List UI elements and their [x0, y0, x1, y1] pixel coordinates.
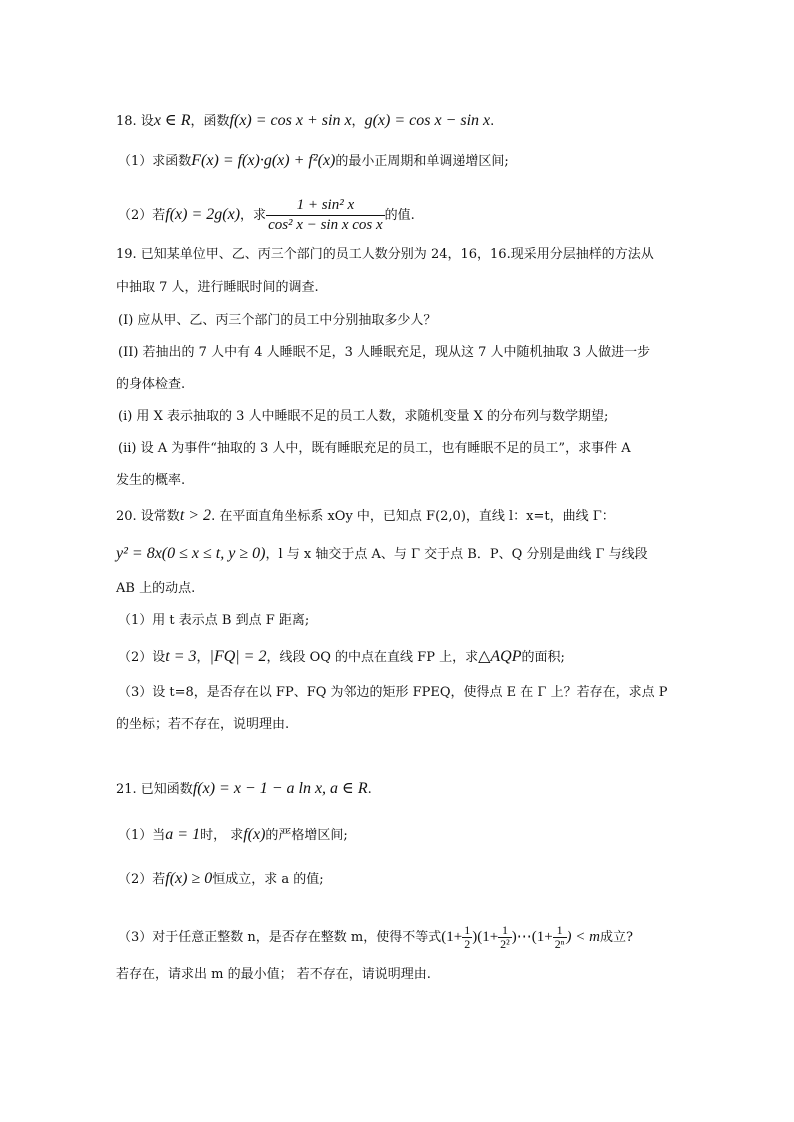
q18-p1-prefix: （1）求函数 — [118, 154, 192, 169]
q20-p2-b: ，线段 OQ 的中点在直线 FP 上，求 — [266, 650, 479, 665]
q18-fraction-numerator: 1 + sin² x — [266, 196, 385, 216]
q18-p2-condition: f(x) = 2g(x) — [165, 206, 241, 223]
q21-end: . — [367, 782, 372, 797]
q19-part1: (I) 应从甲、乙、丙三个部门的员工中分别抽取多少人？ — [118, 313, 437, 328]
q21-frac-1-num: 1 — [464, 923, 471, 937]
q21-frac-2 — [498, 924, 512, 951]
q21-ineq-dots: )⋯(1+ — [511, 928, 553, 945]
q21-frac-2-den: 2² — [500, 937, 510, 951]
q21-p2-condition: f(x) ≥ 0 — [165, 870, 213, 887]
q18-F-expression: F(x) = f(x)·g(x) + f²(x) — [191, 152, 336, 169]
q20-p2-c: 的面积; — [521, 650, 565, 665]
q21-p3-a: （3）对于任意正整数 n，是否存在整数 m，使得不等式 — [118, 929, 442, 945]
q20-line2-rest: ，l 与 x 轴交于点 A、与 Γ 交于点 B．P、Q 分别是曲线 Γ 与线段 — [265, 547, 648, 562]
q21-part1 — [118, 826, 348, 845]
q18-p1-suffix: 的最小正周期和单调递增区间; — [335, 154, 509, 169]
q18-end: . — [490, 114, 495, 129]
q21-ineq-end: ) < m — [566, 928, 600, 945]
q20-part3-line1: （3）设 t=8，是否存在以 FP、FQ 为邻边的矩形 FPEQ，使得点 E 在 Γ 上？若存在，求点 P — [118, 685, 668, 700]
q18-fraction-denominator: cos² x − sin x cos x — [268, 217, 383, 233]
q18-part2 — [118, 196, 415, 235]
q20-line3: AB 上的动点. — [116, 581, 196, 596]
q19-line1: 19. 已知某单位甲、乙、丙三个部门的员工人数分别为 24，16，16.现采用分层抽样的方法从 — [116, 247, 654, 262]
q21-frac-2-num: 1 — [498, 924, 512, 938]
q21-ineq-open: (1+ — [441, 928, 463, 945]
q21-frac-1-den: 2 — [464, 937, 471, 951]
q19-part2-line1: (II) 若抽出的 7 人中有 4 人睡眠不足，3 人睡眠充足，现从这 7 人中随机抽取 3 人做进一步 — [118, 345, 651, 360]
q19-part2-line2: 的身体检查. — [116, 377, 186, 392]
q21-inequality — [441, 923, 600, 951]
q19-subpart-i: (i) 用 X 表示抽取的 3 人中睡眠不足的员工人数，求随机变量 X 的分布列与数学期望; — [118, 409, 609, 424]
q18-domain: x ∈ R — [153, 112, 191, 129]
q21-part2 — [118, 870, 324, 889]
q20-part3-line2: 的坐标；若不存在，说明理由. — [116, 717, 290, 732]
q21-p3-b: 成立? — [599, 929, 633, 945]
q21-part3-line2: 若存在，请求出 m 的最小值； 若不存在，请说明理由. — [116, 967, 431, 982]
q20-p2-a: （2）设 — [118, 650, 166, 665]
q21-frac-1 — [462, 924, 472, 951]
q20-p2-sep: ， — [196, 650, 210, 665]
q18-p2-mid: ，求 — [240, 208, 267, 223]
q21-frac-3-den: 2ⁿ — [554, 937, 565, 951]
q21-statement — [116, 780, 372, 799]
q18-p2-suffix: 的值. — [384, 208, 415, 223]
q19-subpart-ii: (ii) 设 A 为事件“抽取的 3 人中，既有睡眠充足的员工，也有睡眠不足的员工”，求事件 A — [118, 441, 631, 456]
q20-curve: y² = 8x(0 ≤ x ≤ t, y ≥ 0) — [116, 545, 266, 562]
q21-p1-c: 的严格增区间; — [265, 828, 348, 843]
q21-frac-3-num: 1 — [553, 924, 567, 938]
q21-part3-line1 — [118, 924, 633, 951]
q18-sep1: ，函数 — [190, 114, 230, 129]
q21-p1-a: （1）当 — [118, 828, 166, 843]
q20-line1 — [116, 507, 615, 526]
q18-head: 18. 设 — [116, 114, 154, 129]
q20-part2 — [118, 648, 565, 667]
q21-f-definition: f(x) = x − 1 − a ln x, a ∈ R — [192, 780, 368, 797]
q19-line2: 中抽取 7 人，进行睡眠时间的调查. — [116, 280, 319, 295]
q19-subpart-ii-cont: 发生的概率. — [116, 473, 186, 488]
q21-head: 21. 已知函数 — [116, 782, 193, 797]
q21-frac-3 — [553, 924, 567, 951]
q20-line2 — [116, 545, 648, 564]
q18-sep2: ， — [351, 114, 365, 129]
q18-p2-prefix: （2）若 — [118, 208, 166, 223]
q21-p1-condition: a = 1 — [165, 826, 201, 843]
q21-p2-a: （2）若 — [118, 872, 166, 887]
q18-f-definition: f(x) = cos x + sin x — [229, 112, 352, 129]
q18-g-definition: g(x) = cos x − sin x — [364, 112, 491, 129]
q21-p1-b: 时， 求 — [200, 828, 244, 843]
q21-p1-fx: f(x) — [243, 826, 266, 843]
q20-p2-fq: |FQ| = 2 — [209, 648, 267, 665]
q20-triangle: △AQP — [478, 648, 522, 665]
q20-p2-t: t = 3 — [165, 648, 197, 665]
q21-ineq-mid1: )(1+ — [472, 928, 499, 945]
q20-line1-rest: . 在平面直角坐标系 xOy 中，已知点 F(2,0)，直线 l：x=t，曲线 Γ： — [211, 509, 615, 524]
q18-fraction — [266, 196, 385, 235]
q20-part1: （1）用 t 表示点 B 到点 F 距离; — [118, 613, 310, 628]
q18-statement — [116, 112, 494, 131]
q21-p2-b: 恒成立，求 a 的值; — [212, 872, 324, 887]
q20-head: 20. 设常数 — [116, 509, 180, 524]
q20-t-condition: t > 2 — [179, 507, 212, 524]
q18-part1 — [118, 152, 509, 171]
